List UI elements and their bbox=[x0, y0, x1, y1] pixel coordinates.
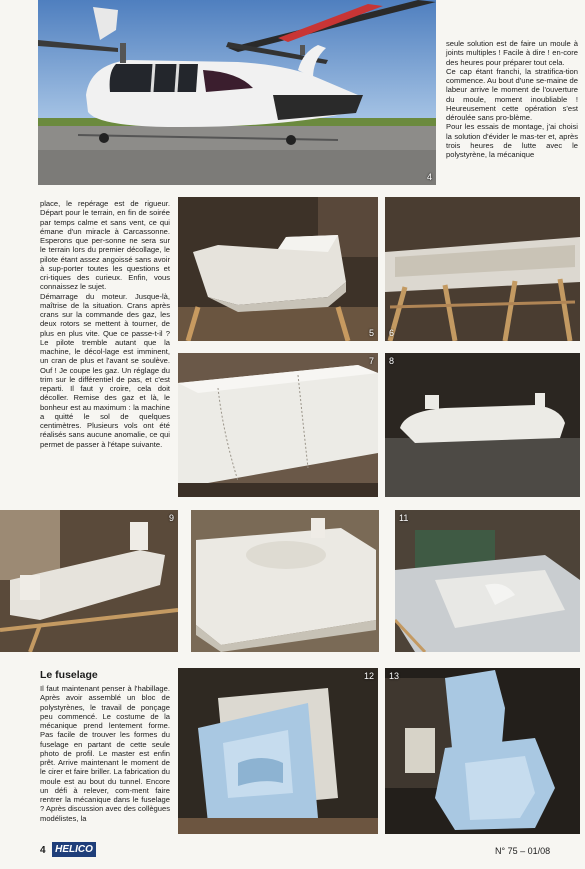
photo-12-blue-mold bbox=[178, 668, 378, 834]
photo-6-workbench bbox=[385, 197, 580, 341]
paragraph: seule solution est de faire un moule à joints multiples ! Facile à dire ! en-core des heures pour préparer tout cela. bbox=[446, 39, 578, 67]
photo-7-master-closeup bbox=[178, 353, 378, 497]
photo-4-helicopter bbox=[38, 0, 436, 185]
page-number: 4 bbox=[40, 845, 46, 856]
paragraph: place, le repérage est de rigueur. Départ pour le terrain, en fin de soirée par temps calme et sans vent, ce qui émane d'un miracle à Carcassonne. Esperons que per-sonne ne sera sur le terrain lors du premier décollage, le pilote étant assez angoissé sans avoir à sup-porter toutes les questions et cri-tiques des curieux. Enfin, vous connaissez le sujet. bbox=[40, 199, 170, 292]
photo-number: 13 bbox=[389, 671, 400, 681]
magazine-logo: HELICO bbox=[52, 842, 96, 857]
paragraph: Il faut maintenant penser à l'habillage. Après avoir assemblé un bloc de polystyrènes, le travail de ponçage peu commencé. Le costume de la mécanique prend lentement forme. Pas facile de trouver les formes du fuselage en partant de cette seule photo de profil. Le master est enfin prêt. Arrive maintenant le moment de le cirer et faire briller. La fabrication du moule est au bout du tunnel. Encore un défi à relever, com-ment faire rentrer la mécanique dans le fuselage ? Après discussion avec des collègues modélistes, la bbox=[40, 684, 171, 823]
text-column-top-right bbox=[446, 39, 578, 159]
photo-number: 11 bbox=[399, 513, 409, 523]
photo-number: 7 bbox=[368, 356, 374, 366]
photo-10-master-top bbox=[191, 510, 379, 652]
photo-number: 8 bbox=[389, 356, 395, 366]
paragraph: Ce cap étant franchi, la stratifica-tion commence. Au bout d'une se-maine de labeur arrive le moment de l'ouverture du moule, moment inoubliable ! Heureusement cette opération s'est déroulée sans pro-blème. bbox=[446, 66, 578, 122]
photo-9-master-workshop bbox=[0, 510, 178, 652]
paragraph: Démarrage du moteur. Jusque-là, maîtrise de la situation. Crans après crans sur la commande des gaz, les deux rotors se mettent à tourner, de plus en plus vite. Que ce passe-t-il ? Le pilote tremble autant que la machine, le décol-lage est imminent, un cran de plus et l'avant se soulève. Ouf ! Je coupe les gaz. Un réglage du trim sur le différentiel de pas, et c'est reparti. Il faut y croire, cela doit décoller. Remise des gaz et là, le bonheur est au maximum : la machine a quitté le sol de quelques centimètres. Plusieurs vols ont été réalisés sans aucune anomalie, ce qui permet de passer à l'étape suivante. bbox=[40, 291, 170, 449]
text-column-left bbox=[40, 199, 170, 449]
photo-8-master-profile bbox=[385, 353, 580, 497]
photo-number: 12 bbox=[363, 671, 374, 681]
photo-5-master-block bbox=[178, 197, 378, 341]
text-column-fuselage bbox=[40, 684, 170, 823]
paragraph: Pour les essais de montage, j'ai choisi la solution d'évider le mas-ter et, après trois heures de lutte avec le polystyrène, la mécanique bbox=[446, 122, 578, 159]
photo-number: 4 bbox=[426, 172, 432, 182]
photo-11-mold-opening bbox=[395, 510, 580, 652]
issue-number: N° 75 – 01/08 bbox=[495, 846, 551, 856]
photo-number: 6 bbox=[389, 328, 395, 338]
section-heading: Le fuselage bbox=[40, 669, 98, 681]
photo-13-mold-halves bbox=[385, 668, 580, 834]
photo-number: 9 bbox=[168, 513, 174, 523]
photo-number: 5 bbox=[368, 328, 374, 338]
